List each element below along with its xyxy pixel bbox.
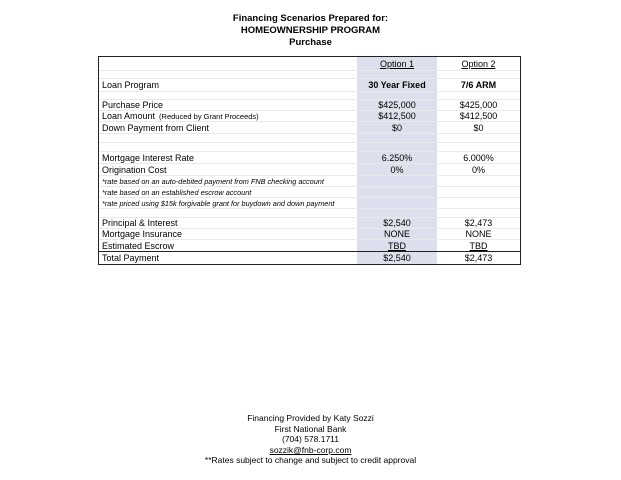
option1-cell: 30 Year Fixed: [357, 79, 437, 91]
table-row-origination-cost: [99, 164, 520, 176]
footer-phone: (704) 578.1711: [281, 434, 340, 445]
email-link[interactable]: sozzik@fnb-corp.com: [269, 444, 352, 455]
row-label: Mortgage Interest Rate: [102, 152, 195, 163]
table-header-row: [99, 57, 520, 71]
footer-disclaimer: **Rates subject to change and subject to credit approval: [204, 455, 417, 466]
option2-cell: 6.000%: [463, 152, 494, 163]
footnote-row-auto-debit: [99, 176, 520, 187]
table-row-loan-amount: [99, 111, 520, 122]
option2-cell: $2,473: [464, 218, 493, 228]
row-label: Principal & Interest: [102, 218, 178, 228]
option2-cell: NONE: [465, 229, 492, 239]
row-label: Loan Program: [102, 80, 160, 90]
title-transaction-type: Purchase: [289, 37, 332, 48]
option1-cell: TBD: [357, 240, 437, 251]
loan-amount-note: (Reduced by Grant Proceeds): [159, 111, 259, 121]
table-row-principal-interest: [99, 218, 520, 229]
rate-footnote: *rate based on an established escrow account: [102, 187, 252, 197]
footnote-row-forgivable-grant: [99, 198, 520, 209]
table-row-down-payment: [99, 122, 520, 134]
table-row-mortgage-insurance: [99, 229, 520, 240]
option2-cell: 0%: [471, 164, 485, 175]
row-label: Purchase Price: [102, 100, 164, 110]
contact-footer: [0, 413, 621, 466]
option1-cell: $425,000: [357, 100, 437, 110]
option1-cell: 0%: [357, 164, 437, 175]
option1-cell: $412,500: [357, 111, 437, 121]
row-label: [99, 57, 357, 70]
row-label: Mortgage Insurance: [102, 229, 183, 239]
document-title: [0, 13, 621, 49]
option2-cell: 7/6 ARM: [460, 80, 497, 90]
option2-cell: $2,473: [464, 253, 493, 263]
spacer-row: [99, 209, 520, 218]
spacer-row: [99, 134, 520, 143]
option1-cell: $2,540: [357, 252, 437, 264]
table-row-estimated-escrow: [99, 240, 520, 251]
table-row-total-payment: [99, 251, 520, 264]
row-label: Loan Amount (Reduced by Grant Proceeds): [102, 111, 259, 121]
option2-header-cell: Option 2: [461, 58, 496, 69]
spacer-row: [99, 143, 520, 152]
option1-cell: 6.250%: [357, 152, 437, 163]
table-row-interest-rate: [99, 152, 520, 164]
title-program-name: HOMEOWNERSHIP PROGRAM: [240, 25, 381, 36]
row-label: Estimated Escrow: [102, 240, 175, 251]
option2-cell: $425,000: [459, 100, 498, 110]
rate-footnote: *rate based on an auto-debited payment from FNB checking account: [102, 176, 324, 186]
title-prepared-for: Financing Scenarios Prepared for:: [232, 13, 389, 24]
option1-cell: $2,540: [357, 218, 437, 228]
option1-cell: NONE: [357, 229, 437, 239]
option1-cell: $0: [357, 122, 437, 133]
footer-bank: First National Bank: [274, 423, 347, 434]
footer-provider: Financing Provided by Katy Sozzi: [247, 413, 374, 423]
table-row-loan-program: [99, 79, 520, 92]
option2-cell: $412,500: [459, 111, 498, 121]
spacer-row: [99, 92, 520, 100]
rate-footnote: *rate priced using $15k forgivable grant for buydown and down payment: [102, 198, 335, 208]
row-label: Down Payment from Client: [102, 122, 210, 133]
row-label: Origination Cost: [102, 164, 167, 175]
financing-scenarios-table: [98, 56, 521, 265]
table-row-purchase-price: [99, 100, 520, 111]
option2-cell: TBD: [469, 240, 488, 251]
option1-header-cell: Option 1: [357, 57, 437, 70]
spacer-row: [99, 71, 520, 79]
footnote-row-escrow-account: [99, 187, 520, 198]
option2-cell: $0: [473, 122, 484, 133]
row-label: Total Payment: [102, 253, 160, 263]
